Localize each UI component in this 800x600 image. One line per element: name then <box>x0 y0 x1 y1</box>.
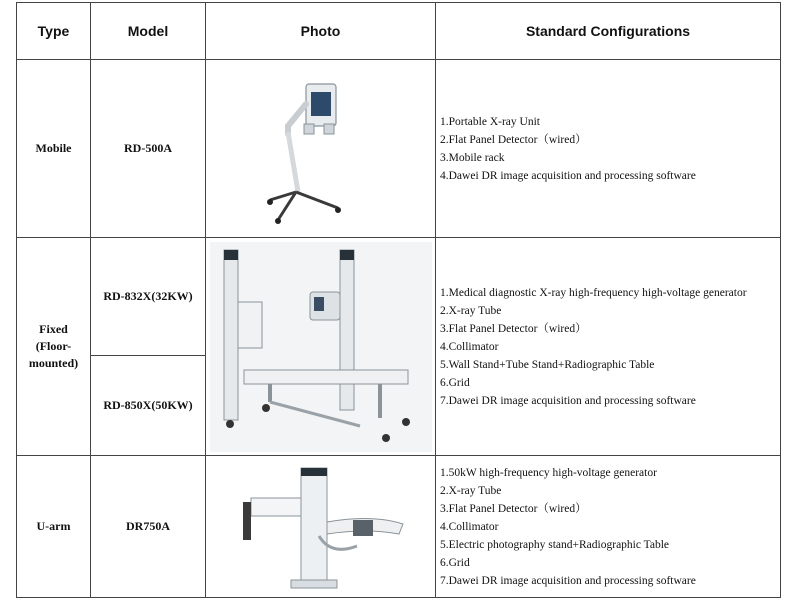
config-item: 7.Dawei DR image acquisition and processing software <box>440 574 696 587</box>
table-row <box>17 238 781 356</box>
photo-fixed-xray <box>206 238 436 456</box>
config-item: 5.Wall Stand+Tube Stand+Radiographic Table <box>440 358 655 371</box>
config-item: 1.Medical diagnostic X-ray high-frequency high-voltage generator <box>440 286 747 299</box>
table-row <box>17 60 781 238</box>
config-item: 3.Flat Panel Detector（wired） <box>440 322 587 335</box>
config-item: 6.Grid <box>440 556 470 569</box>
type-cell-fixed: Fixed (Floor- mounted) <box>17 238 91 456</box>
model-cell-rd500a: RD-500A <box>91 60 206 238</box>
fixed-xray-system-image <box>210 242 432 452</box>
config-item: 3.Flat Panel Detector（wired） <box>440 502 587 515</box>
photo-uarm-xray <box>206 456 436 598</box>
config-item: 5.Electric photography stand+Radiographic Table <box>440 538 670 551</box>
config-item: 1.Portable X-ray Unit <box>440 115 540 128</box>
config-item: 6.Grid <box>440 376 470 389</box>
config-cell-uarm <box>436 456 781 598</box>
config-cell-mobile <box>436 60 781 238</box>
photo-mobile-xray <box>206 60 436 238</box>
config-item: 2.Flat Panel Detector（wired） <box>440 133 587 146</box>
table-row <box>17 456 781 598</box>
model-cell-rd850x: RD-850X(50KW) <box>91 356 206 456</box>
uarm-xray-system-image <box>231 462 411 592</box>
header-row <box>17 3 781 60</box>
config-item: 1.50kW high-frequency high-voltage generator <box>440 466 657 479</box>
config-cell-fixed <box>436 238 781 456</box>
header-model: Model <box>91 3 206 60</box>
header-config: Standard Configurations <box>436 3 781 60</box>
config-item: 3.Mobile rack <box>440 151 505 164</box>
config-item: 4.Collimator <box>440 340 499 353</box>
model-cell-rd832x: RD-832X(32KW) <box>91 238 206 356</box>
header-photo: Photo <box>206 3 436 60</box>
type-cell-mobile: Mobile <box>17 60 91 238</box>
config-item: 2.X-ray Tube <box>440 484 502 497</box>
mobile-xray-unit-image <box>266 74 376 224</box>
config-item: 2.X-ray Tube <box>440 304 502 317</box>
model-cell-dr750a: DR750A <box>91 456 206 598</box>
type-cell-uarm: U-arm <box>17 456 91 598</box>
header-type: Type <box>17 3 91 60</box>
product-table <box>16 2 781 598</box>
config-item: 4.Collimator <box>440 520 499 533</box>
config-item: 4.Dawei DR image acquisition and processing software <box>440 169 696 182</box>
config-item: 7.Dawei DR image acquisition and processing software <box>440 394 696 407</box>
